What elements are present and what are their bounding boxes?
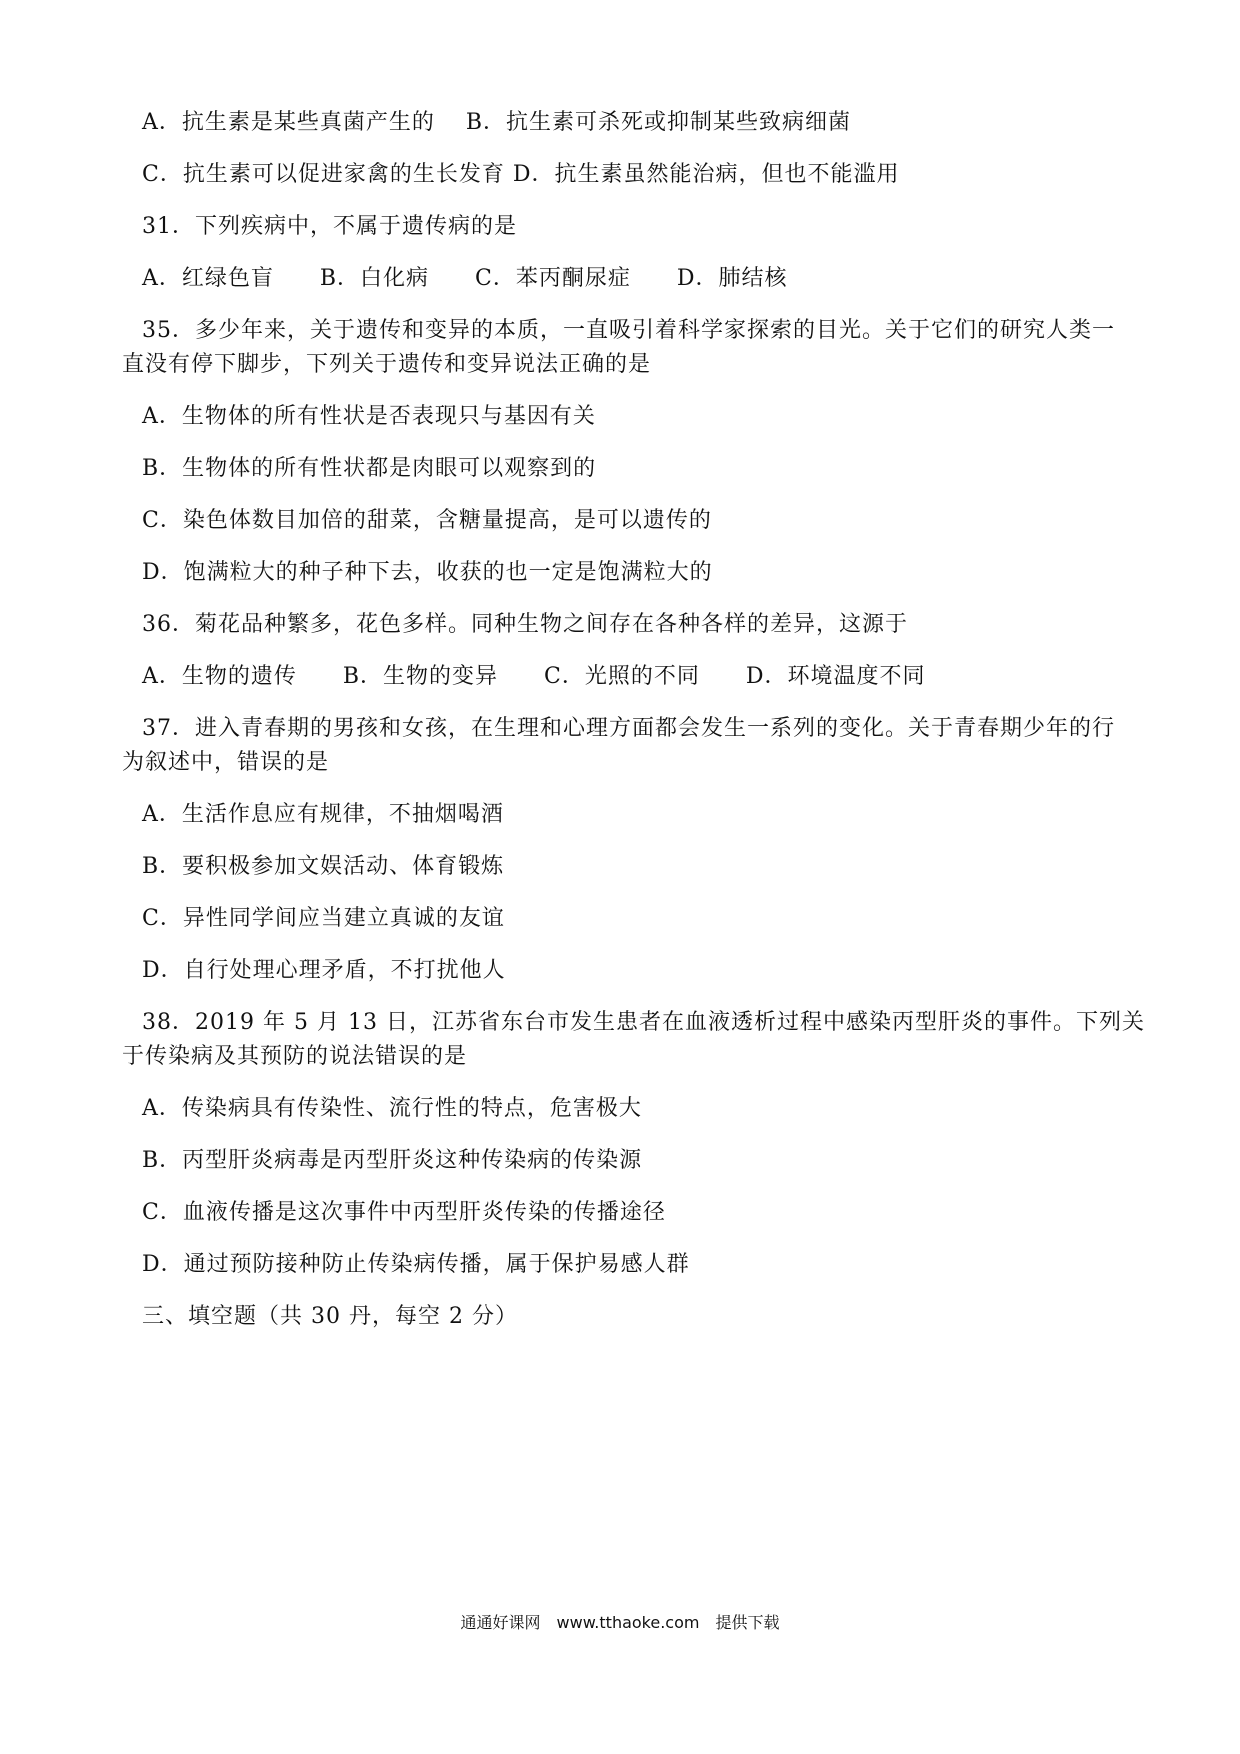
- q31-options: A．红绿色盲 B．白化病 C．苯丙酮尿症 D．肺结核: [142, 266, 788, 291]
- q38-stem-line-1: 38．2019 年 5 月 13 日，江苏省东台市发生患者在血液透析过程中感染丙型肝炎的事件。下列关: [142, 1010, 1145, 1035]
- q37-stem-line-1: 37．进入青春期的男孩和女孩，在生理和心理方面都会发生一系列的变化。关于青春期少年的行: [142, 716, 1115, 741]
- q37-stem-line-2: 为叙述中，错误的是: [122, 750, 330, 775]
- q38-option-d: D．通过预防接种防止传染病传播，属于保护易感人群: [142, 1252, 690, 1277]
- q35-option-a: A．生物体的所有性状是否表现只与基因有关: [142, 404, 596, 429]
- q37-option-a: A．生活作息应有规律，不抽烟喝酒: [142, 802, 504, 827]
- q35-stem-line-1: 35．多少年来，关于遗传和变异的本质，一直吸引着科学家探索的目光。关于它们的研究人类一: [142, 318, 1115, 343]
- q35-option-d: D．饱满粒大的种子种下去，收获的也一定是饱满粒大的: [142, 560, 713, 585]
- q38-option-c: C．血液传播是这次事件中丙型肝炎传染的传播途径: [142, 1200, 666, 1225]
- page-footer: 通通好课网 www.tthaoke.com 提供下载: [460, 1613, 780, 1632]
- q30-options-cd: C．抗生素可以促进家禽的生长发育 D．抗生素虽然能治病，但也不能滥用: [142, 162, 900, 187]
- q35-option-c: C．染色体数目加倍的甜菜，含糖量提高，是可以遗传的: [142, 508, 712, 533]
- q38-stem-line-2: 于传染病及其预防的说法错误的是: [122, 1044, 468, 1069]
- q36-stem: 36．菊花品种繁多，花色多样。同种生物之间存在各种各样的差异，这源于: [142, 612, 908, 637]
- q35-option-b: B．生物体的所有性状都是肉眼可以观察到的: [142, 456, 597, 481]
- q38-option-b: B．丙型肝炎病毒是丙型肝炎这种传染病的传染源: [142, 1148, 643, 1173]
- q38-option-a: A．传染病具有传染性、流行性的特点，危害极大: [142, 1096, 642, 1121]
- q31-stem: 31．下列疾病中，不属于遗传病的是: [142, 214, 517, 239]
- q37-option-b: B．要积极参加文娱活动、体育锻炼: [142, 854, 505, 879]
- q37-option-d: D．自行处理心理矛盾，不打扰他人: [142, 958, 506, 983]
- q37-option-c: C．异性同学间应当建立真诚的友谊: [142, 906, 505, 931]
- q30-options-ab: A．抗生素是某些真菌产生的 B．抗生素可杀死或抑制某些致病细菌: [142, 110, 852, 135]
- q35-stem-line-2: 直没有停下脚步，下列关于遗传和变异说法正确的是: [122, 352, 652, 377]
- q36-options: A．生物的遗传 B．生物的变异 C．光照的不同 D．环境温度不同: [142, 664, 926, 689]
- section-heading-fill-in: 三、填空题（共 30 丹，每空 2 分）: [142, 1304, 518, 1329]
